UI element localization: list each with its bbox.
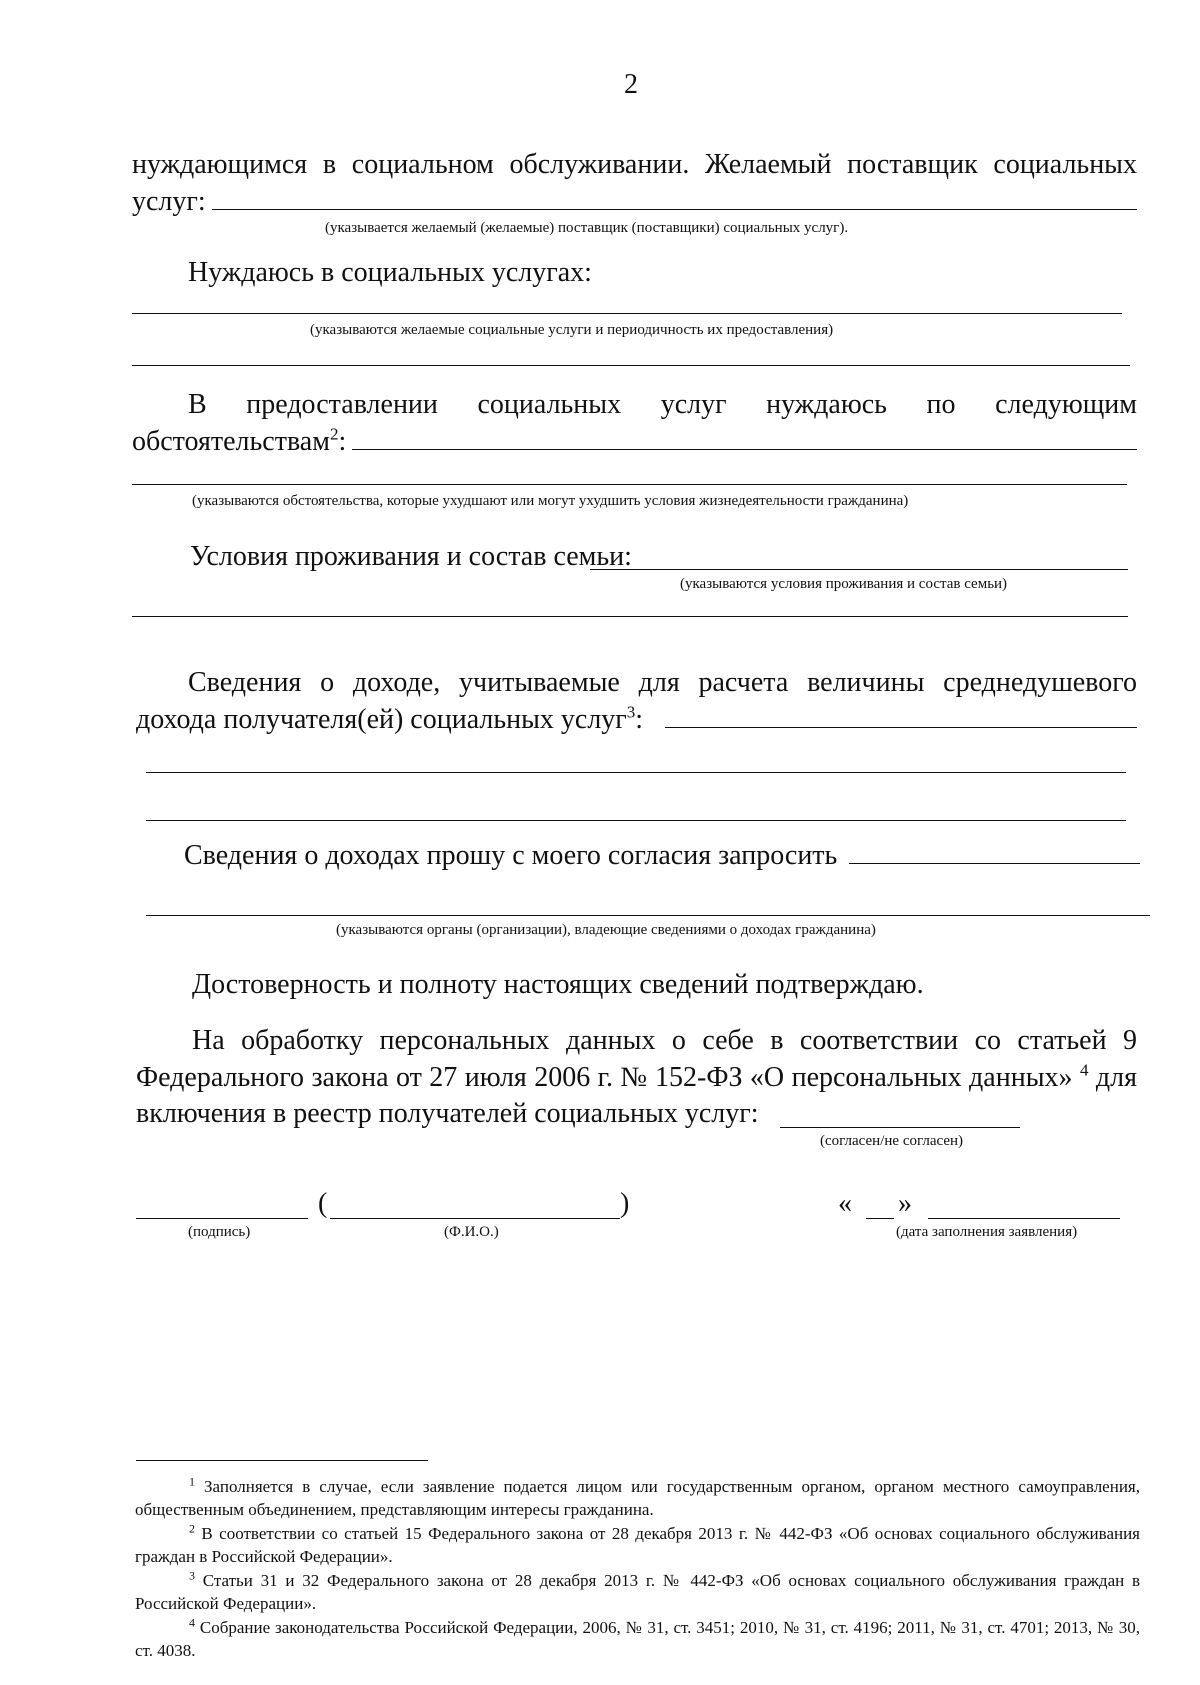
signature-hint: (подпись)	[188, 1224, 251, 1240]
living-label: Условия проживания и состав семьи:	[190, 541, 632, 572]
date-quote-open: «	[838, 1188, 852, 1219]
income-label: дохода получателя(ей) социальных услуг$^3$:	[136, 702, 644, 735]
paragraph-provider-line1: нуждающимся в социальном обслуживании. Желаемый поставщик социальных	[132, 149, 1137, 180]
circumstances-input-line-1[interactable]	[352, 427, 1137, 450]
services-hint: (указываются желаемые социальные услуги и периодичность их предоставления)	[310, 322, 834, 338]
circumstances-row	[132, 425, 1137, 459]
footnote-mark: 4	[189, 1615, 195, 1630]
income-input-line-1[interactable]	[665, 705, 1137, 728]
provider-hint: (указывается желаемый (желаемые) поставщик (поставщики) социальных услуг).	[325, 220, 849, 236]
consent-line1: На обработку персональных данных о себе в соответствии со статьей 9	[192, 1025, 1137, 1056]
date-input-line[interactable]	[928, 1218, 1120, 1219]
footnote-separator	[136, 1460, 428, 1461]
services-input-line-2[interactable]	[132, 365, 1130, 366]
provider-label: услуг:	[132, 186, 206, 217]
footnote-3: $^3$ Статьи 31 и 32 Федерального закона от 28 декабря 2013 г. № 442-ФЗ «Об основах социального обслуживания граждан в Российской Федерации».	[135, 1568, 1140, 1613]
footnote-mark: 1	[189, 1474, 195, 1489]
income-request-row	[184, 839, 1140, 873]
income-row	[136, 703, 1137, 737]
footnote-mark: 2	[189, 1521, 195, 1536]
services-input-line-1[interactable]	[132, 313, 1122, 314]
date-quote-close: »	[898, 1188, 912, 1219]
consent-hint: (согласен/не согласен)	[820, 1133, 964, 1149]
circumstances-hint: (указываются обстоятельства, которые ухудшают или могут ухудшить условия жизнедеятельности гражданина)	[192, 493, 909, 509]
footnote-2: $^2$ В соответствии со статьей 15 Федерального закона от 28 декабря 2013 г. № 442-ФЗ «Об основах социального обслуживания граждан в Российской Федерации».	[135, 1521, 1140, 1566]
fio-open-paren: (	[318, 1188, 328, 1219]
circumstances-input-line-2[interactable]	[132, 484, 1127, 485]
income-request-input-line-1[interactable]	[849, 841, 1140, 864]
footnote-1: $^1$ Заполняется в случае, если заявление подается лицом или государственным органом, органом местного самоуправления, общественным объединением, представляющим интересы гражданина.	[135, 1474, 1140, 1519]
page-number: 2	[624, 69, 638, 100]
fio-hint: (Ф.И.О.)	[444, 1224, 499, 1240]
fio-input-line[interactable]	[330, 1218, 620, 1219]
income-request-input-line-2[interactable]	[146, 915, 1150, 916]
income-request-hint: (указываются органы (организации), владеющие сведениями о доходах гражданина)	[336, 922, 876, 938]
footnote-ref-3[interactable]: 3	[626, 702, 636, 722]
date-hint: (дата заполнения заявления)	[896, 1224, 1078, 1240]
fio-close-paren: )	[620, 1188, 630, 1219]
footnote-ref-4[interactable]: 4	[1079, 1060, 1089, 1080]
consent-input-line[interactable]	[780, 1127, 1020, 1128]
consent-line2: Федерального закона от 27 июля 2006 г. № 152-ФЗ «О персональных данных» $^4$ для	[136, 1060, 1137, 1093]
income-input-line-2[interactable]	[146, 772, 1126, 773]
circumstances-line1: В предоставлении социальных услуг нуждаюсь по следующим	[188, 389, 1137, 420]
living-input-line-2[interactable]	[132, 616, 1128, 617]
provider-input-line[interactable]	[212, 187, 1137, 210]
signature-input-line[interactable]	[136, 1218, 308, 1219]
income-line1: Сведения о доходе, учитываемые для расчета величины среднедушевого	[188, 667, 1137, 698]
services-label: Нуждаюсь в социальных услугах:	[188, 257, 592, 288]
footnote-ref-2[interactable]: 2	[329, 424, 339, 444]
income-request-label: Сведения о доходах прошу с моего согласия запросить	[184, 840, 838, 871]
provider-row	[132, 185, 1137, 219]
income-input-line-3[interactable]	[146, 820, 1126, 821]
living-input-line-1[interactable]	[590, 569, 1128, 570]
footnote-4: $^4$ Собрание законодательства Российской Федерации, 2006, № 31, ст. 3451; 2010, № 31, ст. 4196; 2011, № 31, ст. 4701; 2013, № 30, ст. 4038.	[135, 1615, 1140, 1660]
circumstances-label: обстоятельствам$^2$:	[132, 424, 347, 457]
confirm-statement: Достоверность и полноту настоящих сведений подтверждаю.	[192, 969, 924, 1000]
date-day-input-line[interactable]	[866, 1218, 894, 1219]
consent-line3: включения в реестр получателей социальных услуг:	[136, 1098, 759, 1129]
living-hint: (указываются условия проживания и состав семьи)	[680, 576, 1008, 592]
footnote-mark: 3	[189, 1568, 195, 1583]
